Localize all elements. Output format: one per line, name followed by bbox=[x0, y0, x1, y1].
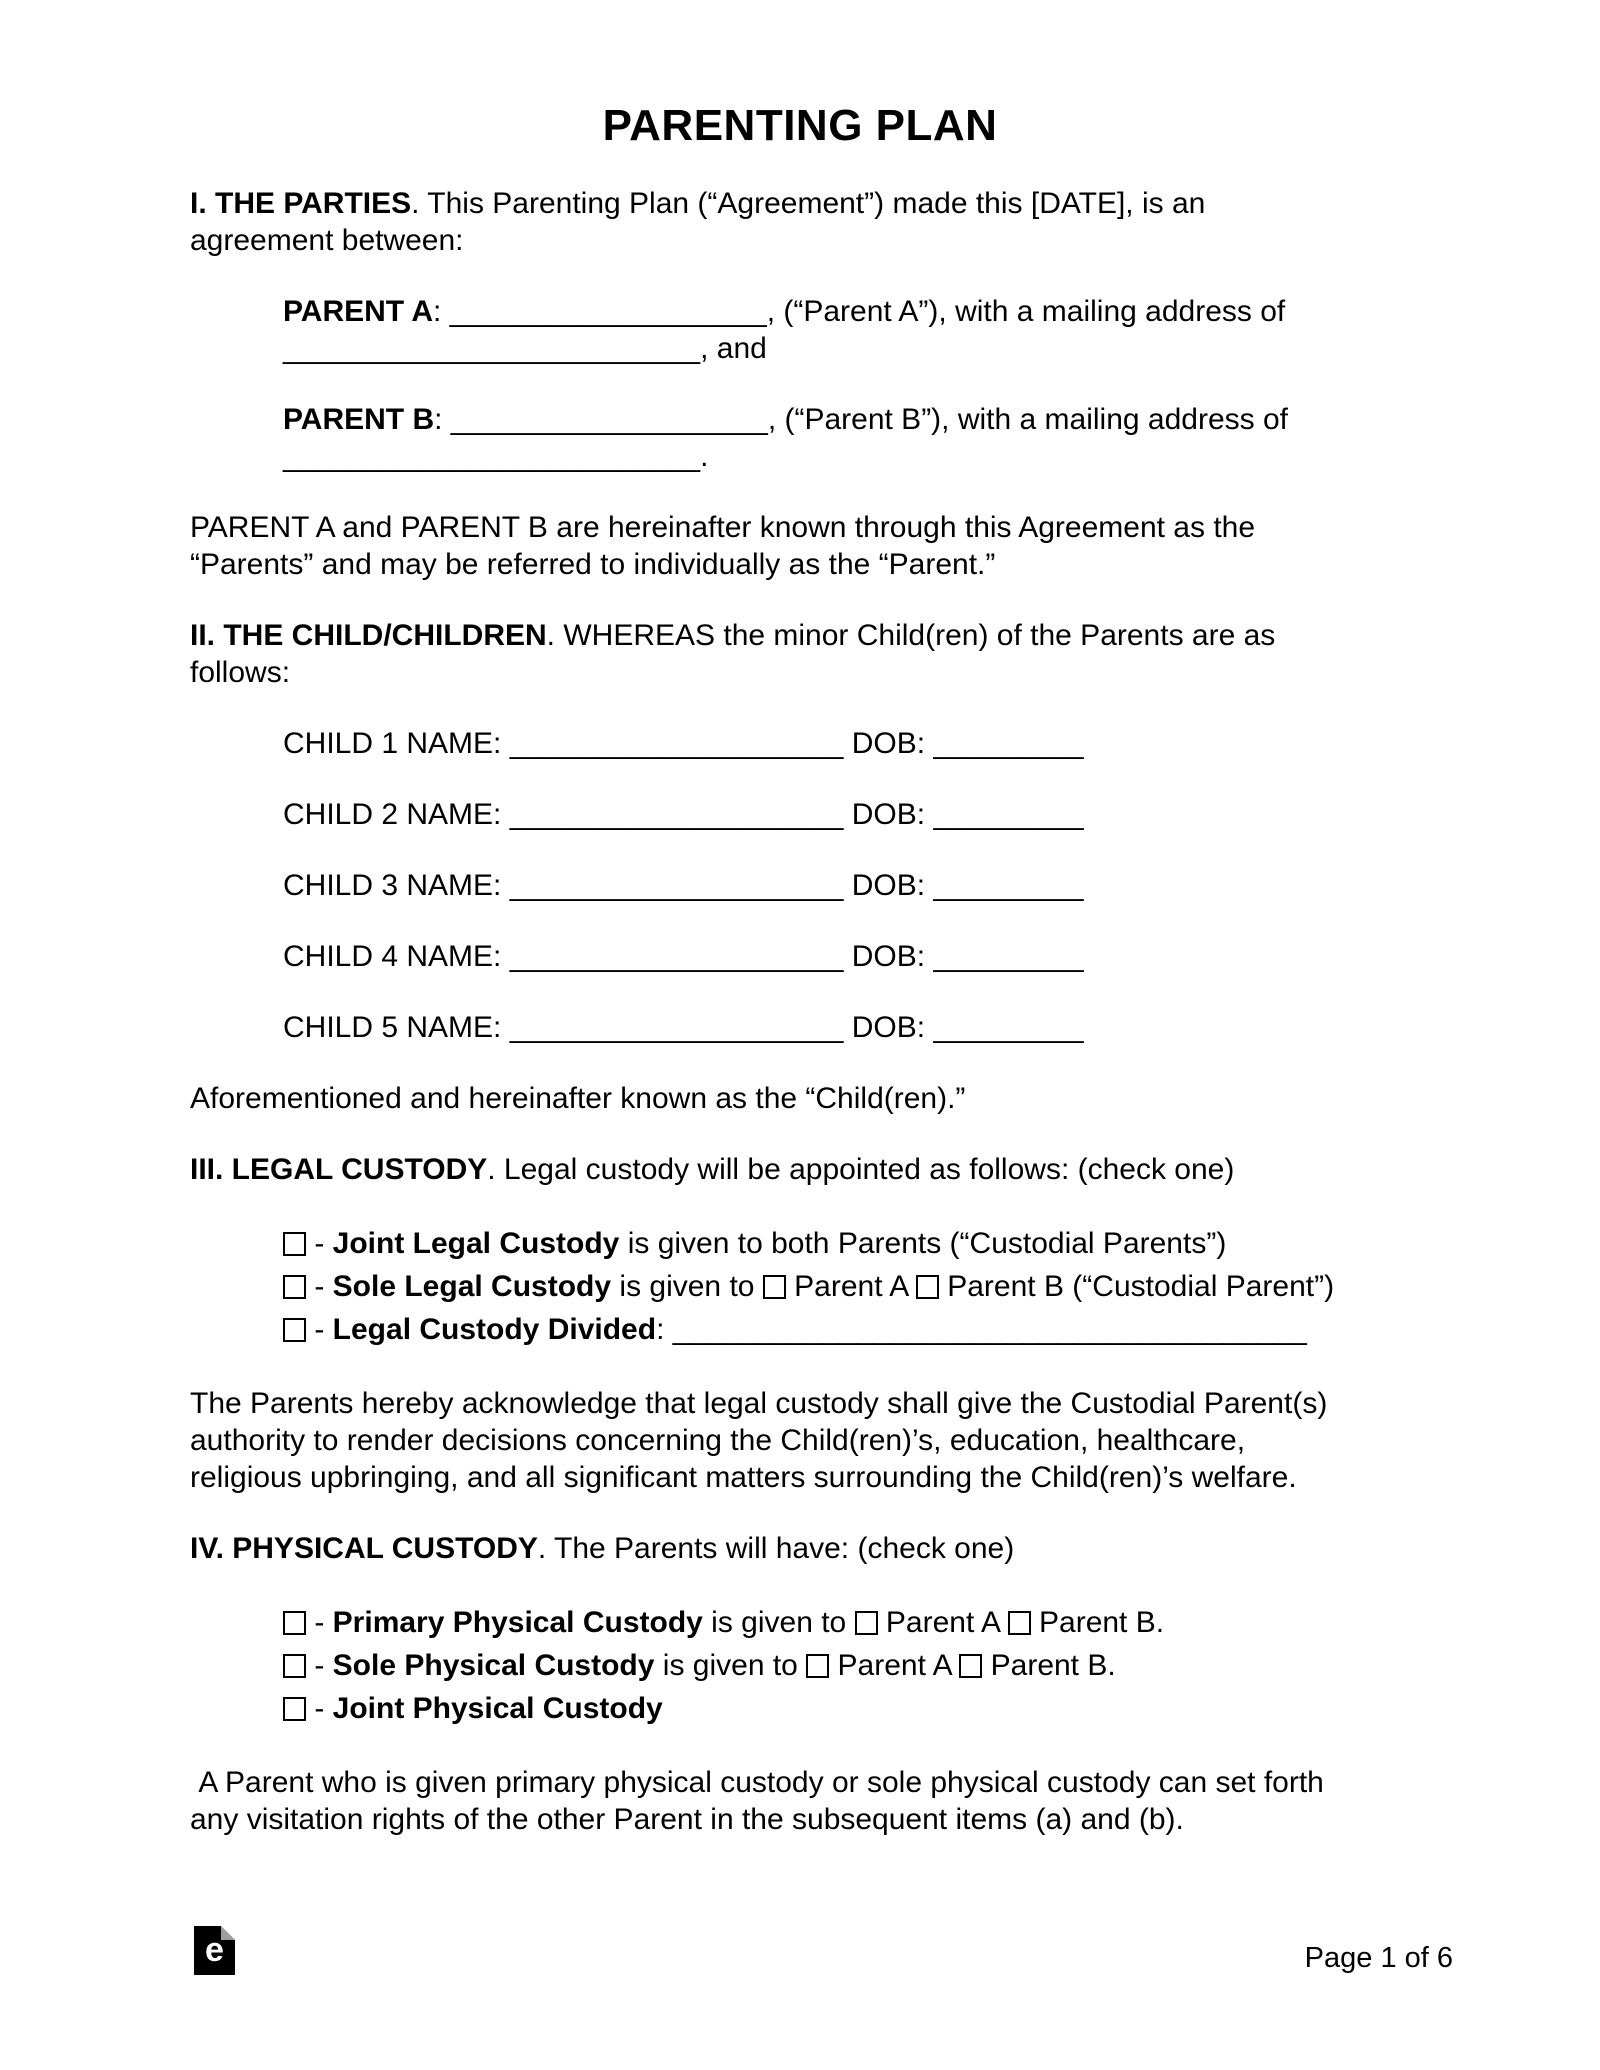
blank-field[interactable]: ______________________________________ bbox=[672, 1313, 1307, 1346]
legal-custody-options bbox=[283, 1222, 1410, 1351]
text: CHILD 2 NAME: bbox=[283, 798, 510, 831]
text: A Parent who is given primary physical custody or sole physical custody can set forth bbox=[190, 1766, 1324, 1799]
text: CHILD 4 NAME: bbox=[283, 940, 510, 973]
blank-field[interactable]: ___________________ bbox=[450, 403, 768, 436]
text: : bbox=[656, 1313, 673, 1346]
option-sole-physical-custody bbox=[283, 1644, 1410, 1687]
text: - bbox=[306, 1270, 333, 1303]
option-primary-physical-custody bbox=[283, 1601, 1410, 1644]
text: Parent B. bbox=[982, 1649, 1116, 1682]
blank-field[interactable]: _________ bbox=[933, 798, 1084, 831]
text: DOB: bbox=[843, 940, 934, 973]
page-number: Page 1 of 6 bbox=[1304, 1942, 1453, 1974]
logo-letter: e bbox=[205, 1931, 224, 1969]
text: , (“Parent B”), with a mailing address of bbox=[767, 403, 1289, 436]
bold-text: Sole Legal Custody bbox=[332, 1270, 612, 1303]
blank-field[interactable]: _________________________ bbox=[283, 332, 701, 365]
blank-field[interactable]: _________ bbox=[933, 727, 1084, 760]
child-5-row bbox=[283, 1009, 1410, 1046]
text: - bbox=[306, 1313, 333, 1346]
children-intro bbox=[190, 617, 1410, 691]
text: , (“Parent A”), with a mailing address of bbox=[766, 295, 1286, 328]
blank-field[interactable]: ____________________ bbox=[509, 727, 844, 760]
checkbox-icon[interactable] bbox=[283, 1318, 306, 1342]
checkbox-icon[interactable] bbox=[283, 1611, 306, 1635]
document-title: PARENTING PLAN bbox=[602, 101, 998, 150]
option-joint-physical-custody bbox=[283, 1687, 1410, 1730]
blank-field[interactable]: ___________________ bbox=[449, 295, 767, 328]
text: PARENT A and PARENT B are hereinafter known through this Agreement as the bbox=[190, 511, 1256, 544]
child-3-row bbox=[283, 867, 1410, 904]
bold-text: Sole Physical Custody bbox=[332, 1649, 655, 1682]
text: - bbox=[306, 1606, 333, 1639]
child-2-row bbox=[283, 796, 1410, 833]
child-4-row bbox=[283, 938, 1410, 975]
legal-custody-intro bbox=[190, 1151, 1410, 1188]
bold-text: I. THE PARTIES bbox=[190, 187, 412, 220]
blank-field[interactable]: _________ bbox=[933, 1011, 1084, 1044]
legal-custody-acknowledgement bbox=[190, 1385, 1410, 1496]
text: is given to both Parents (“Custodial Parents”) bbox=[619, 1227, 1227, 1260]
text: is given to bbox=[702, 1606, 855, 1639]
text: Parent A bbox=[877, 1606, 1008, 1639]
blank-field[interactable]: _________________________ bbox=[283, 440, 701, 473]
child-1-row bbox=[283, 725, 1410, 762]
eforms-logo bbox=[194, 1926, 235, 1975]
bold-text: II. THE CHILD/CHILDREN bbox=[190, 619, 547, 652]
checkbox-icon[interactable] bbox=[283, 1654, 306, 1678]
blank-field[interactable]: ____________________ bbox=[509, 940, 844, 973]
bold-text: IV. PHYSICAL CUSTODY bbox=[190, 1532, 538, 1565]
intro-parties bbox=[190, 185, 1410, 259]
visitation-note bbox=[190, 1764, 1410, 1838]
bold-text: PARENT B bbox=[283, 403, 435, 436]
checkbox-icon[interactable] bbox=[1008, 1611, 1031, 1635]
text: agreement between: bbox=[190, 224, 464, 257]
text: DOB: bbox=[843, 869, 934, 902]
checkbox-icon[interactable] bbox=[855, 1611, 878, 1635]
checkbox-icon[interactable] bbox=[806, 1654, 829, 1678]
parents-definition bbox=[190, 509, 1410, 583]
bold-text: Primary Physical Custody bbox=[332, 1606, 703, 1639]
bold-text: PARENT A bbox=[283, 295, 433, 328]
checkbox-icon[interactable] bbox=[283, 1697, 306, 1721]
text: Parent A bbox=[785, 1270, 916, 1303]
parent-a-block bbox=[283, 293, 1410, 367]
checkbox-icon[interactable] bbox=[959, 1654, 982, 1678]
checkbox-icon[interactable] bbox=[763, 1275, 786, 1299]
physical-custody-options bbox=[283, 1601, 1410, 1730]
text: - bbox=[306, 1649, 333, 1682]
text: religious upbringing, and all significant matters surrounding the Child(ren)’s welfare. bbox=[190, 1461, 1297, 1494]
text: authority to render decisions concerning the Child(ren)’s, education, healthcare, bbox=[190, 1424, 1246, 1457]
text: - bbox=[306, 1227, 333, 1260]
bold-text: Legal Custody Divided bbox=[332, 1313, 657, 1346]
text: The Parents hereby acknowledge that legal custody shall give the Custodial Parent(s) bbox=[190, 1387, 1328, 1420]
parent-b-block bbox=[283, 401, 1410, 475]
blank-field[interactable]: _________ bbox=[933, 940, 1084, 973]
bold-text: III. LEGAL CUSTODY bbox=[190, 1153, 488, 1186]
text: Parent B. bbox=[1030, 1606, 1165, 1639]
text: any visitation rights of the other Parent in the subsequent items (a) and (b). bbox=[190, 1803, 1184, 1836]
checkbox-icon[interactable] bbox=[283, 1232, 306, 1256]
text: DOB: bbox=[843, 798, 934, 831]
text: is given to bbox=[654, 1649, 807, 1682]
children-definition bbox=[190, 1080, 1410, 1117]
document-body bbox=[190, 185, 1410, 1838]
text: Parent A bbox=[829, 1649, 960, 1682]
text: CHILD 5 NAME: bbox=[283, 1011, 510, 1044]
text: : bbox=[433, 295, 450, 328]
text: is given to bbox=[611, 1270, 763, 1303]
bold-text: Joint Legal Custody bbox=[332, 1227, 620, 1260]
text: “Parents” and may be referred to individually as the “Parent.” bbox=[190, 548, 996, 581]
text: - bbox=[306, 1692, 333, 1725]
text: . Legal custody will be appointed as follows: (check one) bbox=[487, 1153, 1235, 1186]
text: . WHEREAS the minor Child(ren) of the Parents are as bbox=[546, 619, 1276, 652]
bold-text: Joint Physical Custody bbox=[332, 1692, 663, 1725]
checkbox-icon[interactable] bbox=[283, 1275, 306, 1299]
text: , and bbox=[700, 332, 767, 365]
text: Parent B (“Custodial Parent”) bbox=[938, 1270, 1335, 1303]
option-legal-custody-divided bbox=[283, 1308, 1410, 1351]
text: . bbox=[700, 440, 709, 473]
blank-field[interactable]: _________ bbox=[933, 869, 1084, 902]
text: CHILD 3 NAME: bbox=[283, 869, 510, 902]
text: . The Parents will have: (check one) bbox=[537, 1532, 1015, 1565]
text: Aforementioned and hereinafter known as the “Child(ren).” bbox=[190, 1082, 966, 1115]
document-content bbox=[190, 0, 1410, 1838]
option-sole-legal-custody bbox=[283, 1265, 1410, 1308]
blank-field[interactable]: ____________________ bbox=[509, 798, 844, 831]
blank-field[interactable]: ____________________ bbox=[509, 1011, 844, 1044]
text: . This Parenting Plan (“Agreement”) made this [DATE], is an bbox=[411, 187, 1206, 220]
text: DOB: bbox=[843, 727, 934, 760]
text: DOB: bbox=[843, 1011, 934, 1044]
text: CHILD 1 NAME: bbox=[283, 727, 510, 760]
blank-field[interactable]: ____________________ bbox=[509, 869, 844, 902]
checkbox-icon[interactable] bbox=[916, 1275, 939, 1299]
text: : bbox=[434, 403, 451, 436]
option-joint-legal-custody bbox=[283, 1222, 1410, 1265]
text: follows: bbox=[190, 656, 291, 689]
physical-custody-intro bbox=[190, 1530, 1410, 1567]
